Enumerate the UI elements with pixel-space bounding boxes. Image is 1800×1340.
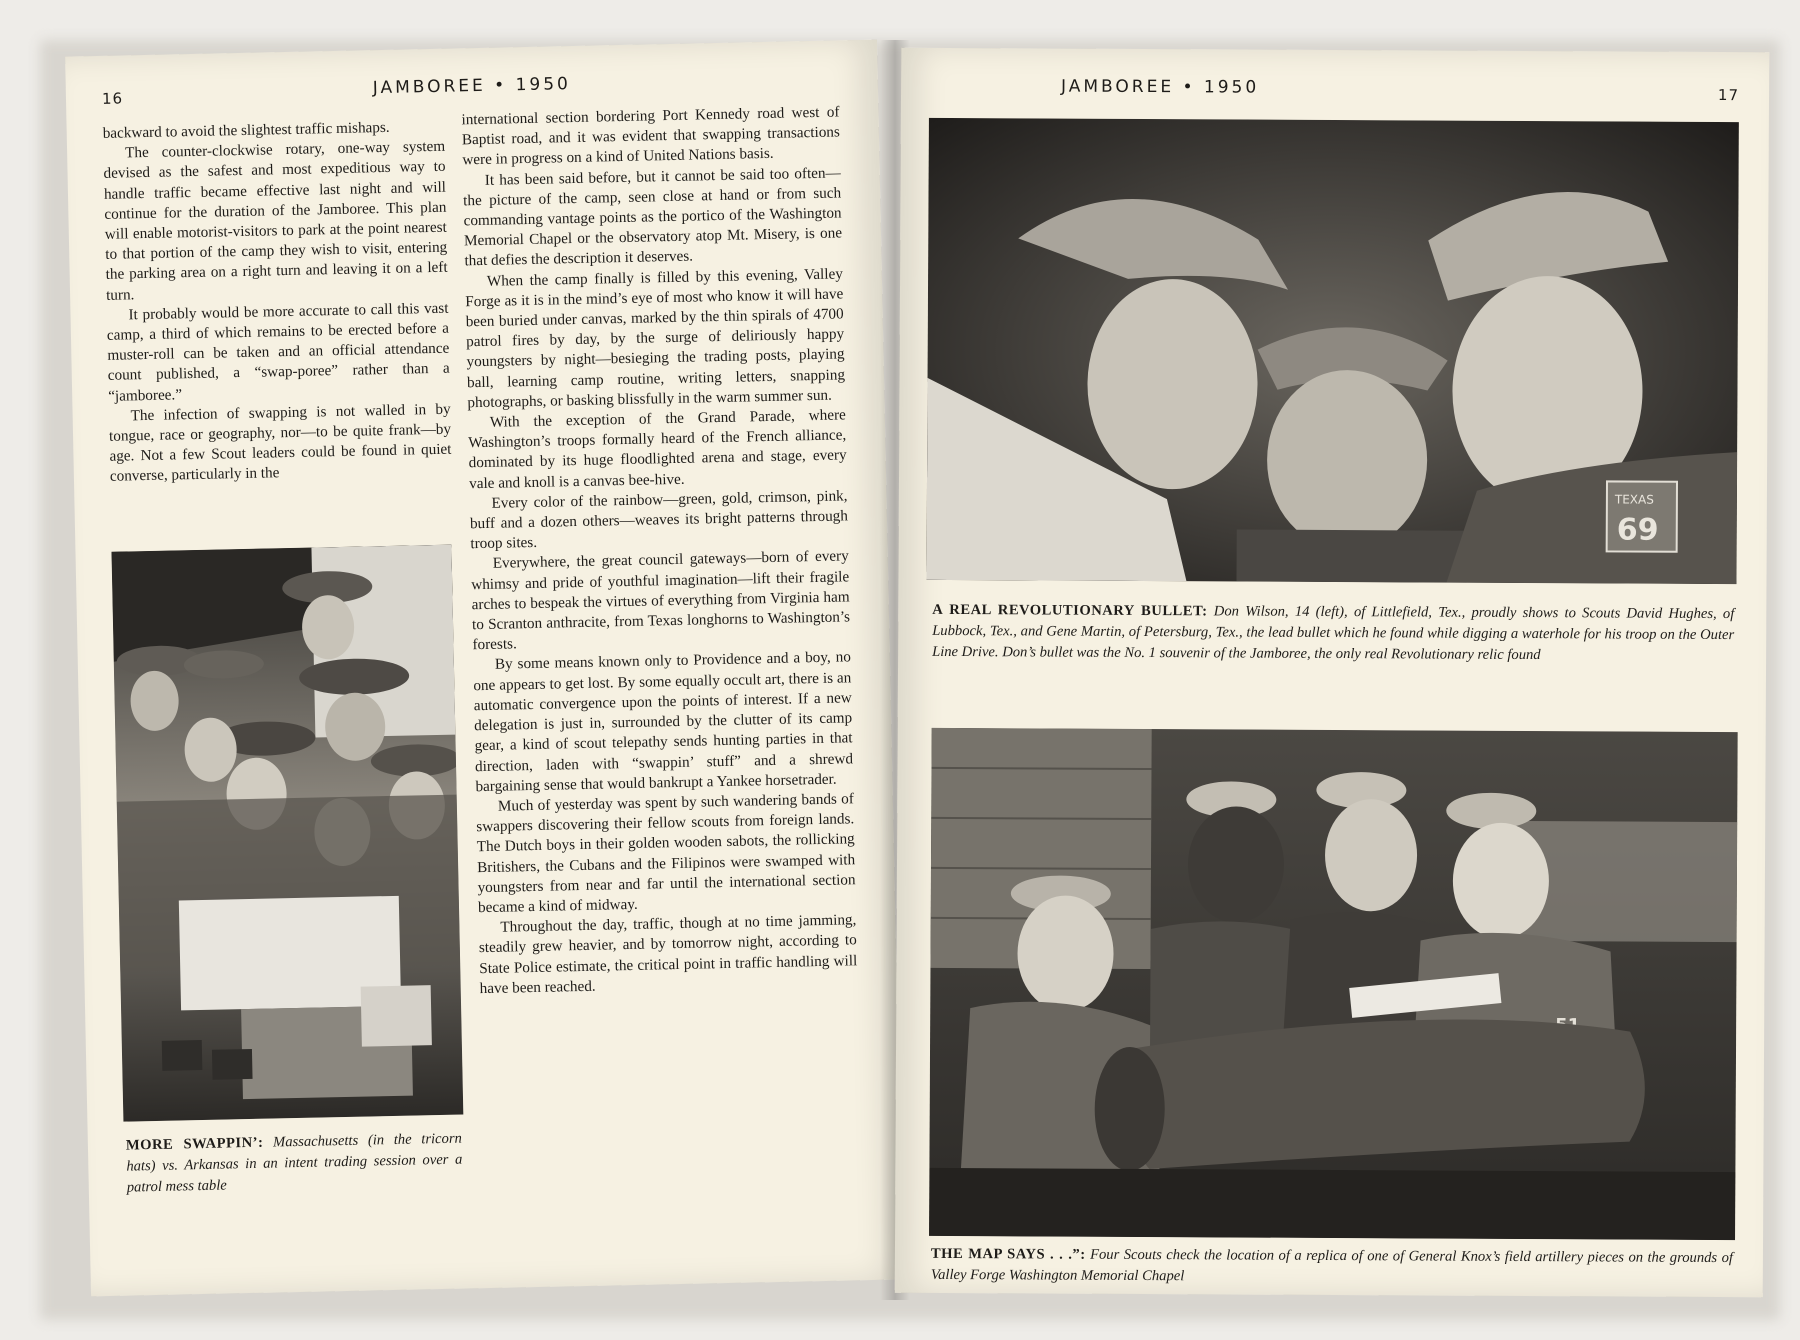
paragraph: backward to avoid the slightest traffic mishaps. bbox=[102, 118, 390, 142]
text-column-2 bbox=[461, 102, 858, 999]
caption-swapping-photo bbox=[126, 1129, 463, 1199]
paragraph: The infection of swapping is not walled in by tongue, race or geography, nor—to be quite frank—by age. Not a few Scout leaders could be found in quiet converse, particularly in the bbox=[108, 400, 452, 486]
patch-text-texas: TEXAS bbox=[1614, 492, 1654, 507]
paragraph: Much of yesterday was spent by such wandering bands of swappers discovering their fellow scouts from foreign lands. The Dutch boys in their golden wooden sabots, the rollicking Britishers, the Cubans and the Filipinos were swamped with youngsters from near and far until the international section became a kind of midway. bbox=[476, 790, 856, 917]
paragraph: With the exception of the Grand Parade, where Washington’s troops formally heard of the French alliance, dominated by its huge floodlighted arena and stage, every vale and knoll is a canvas bee-hive. bbox=[468, 406, 847, 492]
caption-heading: THE MAP SAYS . . .”: bbox=[930, 1245, 1086, 1263]
running-title-right: JAMBOREE • 1950 bbox=[1061, 76, 1260, 98]
caption-heading: A REAL REVOLUTIONARY BULLET: bbox=[932, 601, 1208, 620]
paragraph: international section bordering Port Kennedy road west of Baptist road, and it was evident that swapping transactions were in progress on a kind of United Nations basis. bbox=[461, 103, 841, 169]
photo-scouts-swapping bbox=[111, 545, 463, 1122]
caption-body: Four Scouts check the location of a replica of one of General Knox’s field artillery pieces on the grounds of Valley Forge Washington Memorial Chapel bbox=[930, 1246, 1733, 1285]
caption-bullet-photo bbox=[932, 600, 1734, 667]
patch-number-69: 69 bbox=[1616, 512, 1659, 548]
caption-body: Don Wilson, 14 (left), of Littlefield, Tex., proudly shows to Scouts David Hughes, of Lubbock, Tex., and Gene Martin, of Petersburg, Tex., the lead bullet which he found while digging a waterhole for his troop on the Outer Line Drive. Don’s bullet was the No. 1 souvenir of the Jamboree, the only real Revolutionary relic found bbox=[932, 603, 1735, 664]
page-number-left: 16 bbox=[101, 89, 124, 108]
paragraph: It probably would be more accurate to call this vast camp, a third of which remains to be erected before a muster-roll can be taken and an official attendance count published, a “swap-poree” rather than a “jamboree.” bbox=[106, 299, 450, 405]
caption-body: Massachusetts (in the tricorn hats) vs. Arkansas in an intent trading session over a patrol mess table bbox=[126, 1130, 463, 1196]
running-head-right bbox=[901, 76, 1769, 111]
paragraph: Throughout the day, traffic, though at no time jamming, steadily grew heavier, and by tomorrow night, according to State Police estimate, the critical point in traffic handling will have been reached. bbox=[478, 911, 858, 997]
paragraph: Every color of the rainbow—green, gold, crimson, pink, buff and a dozen others—weaves its bright patterns through troop sites. bbox=[469, 487, 849, 553]
text-column-1 bbox=[103, 117, 453, 488]
paragraph: When the camp finally is filled by this evening, Valley Forge as it is in the mind’s eye of most who know it will have been buried under canvas, marked by the thin spirals of 4700 patrol fires by day, by the surge of deliriously happy youngsters by night—besieging the trading posts, playing ball, learning camp routine, writing letters, snapping photographs, or basking blissfully in the warm summer sun. bbox=[465, 265, 846, 412]
photo-revolutionary-bullet bbox=[926, 118, 1738, 584]
running-title-left: JAMBOREE • 1950 bbox=[372, 74, 572, 99]
swapping-photo-image bbox=[111, 545, 463, 1122]
right-page bbox=[895, 48, 1770, 1298]
cannon-photo-image bbox=[929, 728, 1738, 1240]
page-number-right: 17 bbox=[1717, 86, 1740, 105]
caption-cannon-photo bbox=[931, 1244, 1733, 1290]
bullet-photo-image bbox=[926, 118, 1738, 584]
paragraph: It has been said before, but it cannot be said too often—the picture of the camp, seen close at hand or from such commanding vantage points as the portico of the Washington Memorial Chapel or the observatory atop Mt. Misery, is one that defies the description it deserves. bbox=[463, 164, 843, 270]
caption-heading: MORE SWAPPIN’: bbox=[125, 1134, 264, 1154]
paragraph: By some means known only to Providence and a boy, no one appears to get lost. By some equally occult art, there is an automatic convergence upon the points of interest. If a new delegation is just in, surrounded by the clutter of its camp gear, a kind of scout telepathy sends hunting parties in that direction, laden with “swappin’ stuff” and a shrewd bargaining sense that would bankrupt a Yankee horsetrader. bbox=[473, 648, 854, 795]
paragraph: Everywhere, the great council gateways—born of every whimsy and pride of youthful imagination—lift their fragile arches to bespeak the virtues of everything from Virginia ham to Scranton anthracite, from Texas longhorns to Washington’s forests. bbox=[471, 547, 851, 654]
left-page bbox=[65, 40, 903, 1297]
photo-scouts-cannon bbox=[929, 728, 1738, 1240]
paragraph: The counter-clockwise rotary, one-way system devised as the safest and most expeditious way to handle traffic became effective last night and will continue for the duration of the Jamboree. This plan will enable motorist-visitors to park at the point nearest to that portion of the camp they wish to visit, entering the parking area on a right turn and leaving it on a left turn. bbox=[103, 137, 448, 304]
